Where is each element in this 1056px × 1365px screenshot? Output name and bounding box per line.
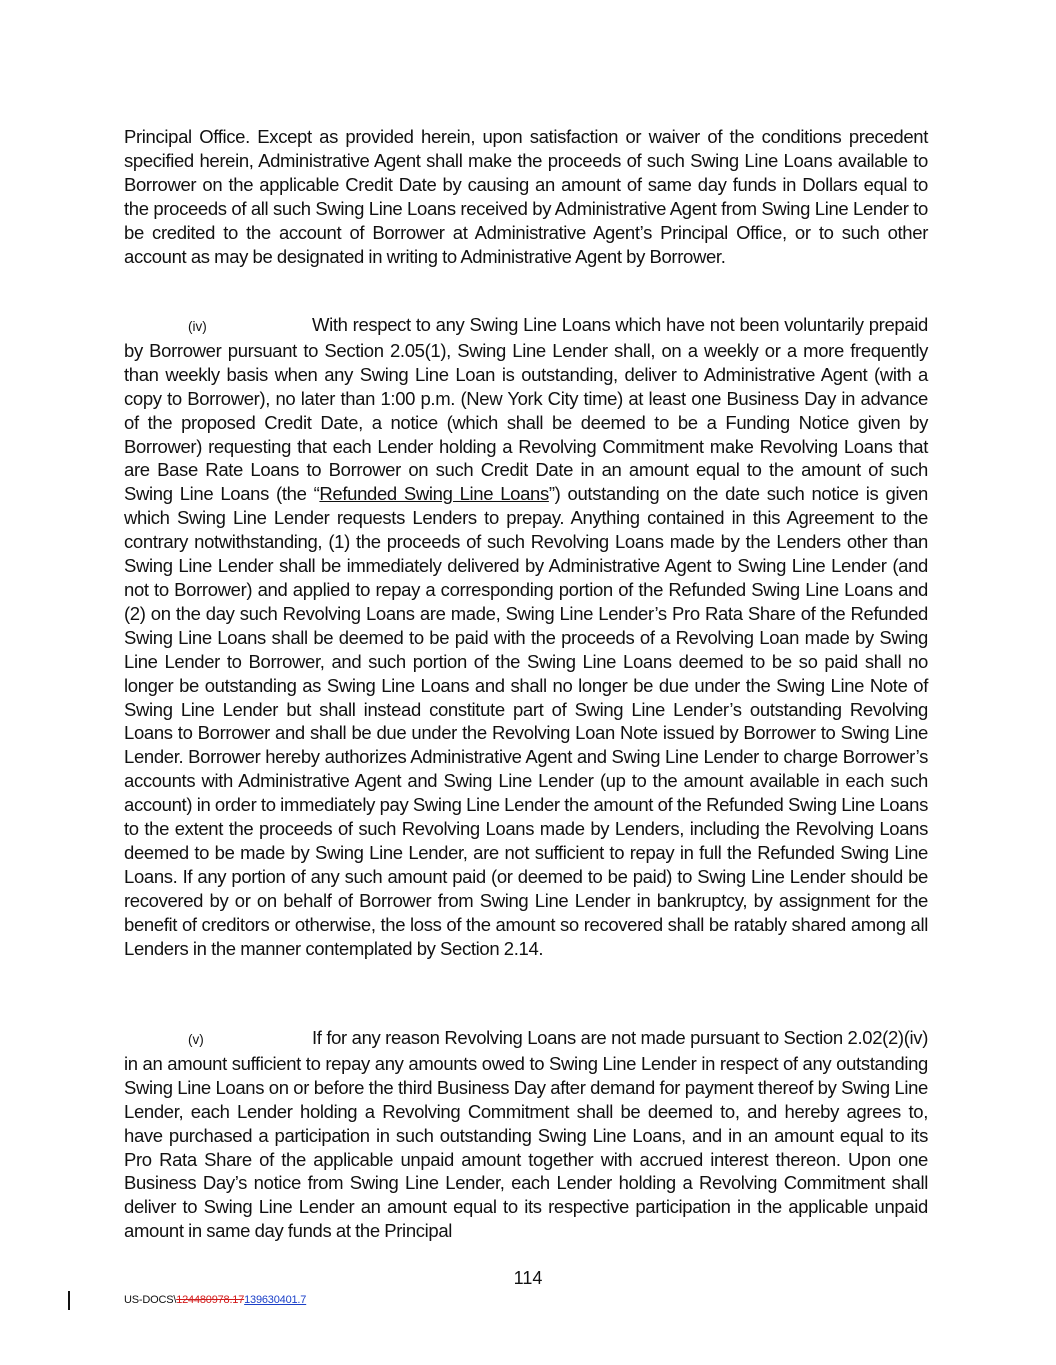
enumeration-v: (v) [188,1032,204,1047]
revision-change-bar [68,1291,70,1310]
paragraph-iv [124,313,928,960]
document-id-inserted: 139630401.7 [244,1294,307,1306]
paragraph-iv-text-after: ”) outstanding on the date such notice is given which Swing Line Lender requests Lenders to prepay. Anything contained in this Agreement to the contrary notwithstanding, (1) the proceeds of such Revolving Loans made by the Lenders other than Swing Line Lender shall be immediately delivered by Administrative Agent to Swing Line Lender (and not to Borrower) and applied to repay a corresponding portion of the Refunded Swing Line Loans and (2) on the day such Revolving Loans are made, Swing Line Lender’s Pro Rata Share of the Refunded Swing Line Loans shall be deemed to be paid with the proceeds of a Revolving Loan made by Swing Line Lender to Borrower, and such portion of the Swing Line Loans deemed to be so paid shall no longer be outstanding as Swing Line Loans and shall no longer be due under the Swing Line Note of Swing Line Lender but shall instead constitute part of Swing Line Lender’s outstanding Revolving Loans to Borrower and shall be due under the Revolving Loan Note issued by Borrower to Swing Line Lender. Borrower hereby authorizes Administrative Agent and Swing Line Lender to charge Borrower’s accounts with Administrative Agent and Swing Line Lender (up to the amount available in each such account) in order to immediately pay Swing Line Lender the amount of the Refunded Swing Line Loans to the extent the proceeds of such Revolving Loans made by Lenders, including the Revolving Loans deemed to be made by Swing Line Lender, are not sufficient to repay in full the Refunded Swing Line Loans. If any portion of any such amount paid (or deemed to be paid) to Swing Line Lender should be recovered by or on behalf of Borrower from Swing Line Lender in bankruptcy, by assignment for the benefit of creditors or otherwise, the loss of the amount so recovered shall be ratably shared among all Lenders in the manner contemplated by Section 2.14. [124,483,928,959]
paragraph-principal-office: Principal Office. Except as provided herein, upon satisfaction or waiver of the conditions precedent specified herein, Administrative Agent shall make the proceeds of such Swing Line Loans available to Borrower on the applicable Credit Date by causing an amount of same day funds in Dollars equal to the proceeds of all such Swing Line Loans received by Administrative Agent from Swing Line Lender to be credited to the account of Borrower at Administrative Agent’s Principal Office, or to such other account as may be designated in writing to Administrative Agent by Borrower. [124,126,928,267]
document-id-deleted: 124480978.17 [176,1294,245,1306]
enumeration-iv: (iv) [188,319,207,334]
paragraph-iv-text-before: With respect to any Swing Line Loans which have not been voluntarily prepaid by Borrower pursuant to Section 2.05(1), Swing Line Lender shall, on a weekly or a more frequently than weekly basis when any Swing Line Loan is outstanding, deliver to Administrative Agent (with a copy to Borrower), no later than 1:00 p.m. (New York City time) at least one Business Day in advance of the proposed Credit Date, a notice (which shall be deemed to be a Funding Notice given by Borrower) requesting that each Lender holding a Revolving Commitment make Revolving Loans that are Base Rate Loans to Borrower on such Credit Date in an amount equal to the amount of such Swing Line Loans (the “ [124,314,928,505]
page-number: 114 [513,1268,543,1288]
paragraph-v-text: If for any reason Revolving Loans are not made pursuant to Section 2.02(2)(iv) in an amount sufficient to repay any amounts owed to Swing Line Lender in respect of any outstanding Swing Line Loans on or before the third Business Day after demand for payment thereof by Swing Line Lender, each Lender holding a Revolving Commitment shall be deemed to, and hereby agrees to, have purchased a participation in such outstanding Swing Line Loans, and in an amount equal to its Pro Rata Share of the applicable unpaid amount together with accrued interest thereon. Upon one Business Day’s notice from Swing Line Lender, each Lender holding a Revolving Commitment shall deliver to Swing Line Lender an amount equal to its respective participation in the applicable unpaid amount in same day funds at the Principal [124,1027,928,1242]
defined-term-refunded-swing-line-loans: Refunded Swing Line Loans [319,483,549,505]
document-id [124,1294,306,1306]
document-id-prefix: US-DOCS\ [124,1294,177,1306]
paragraph-v [124,1026,928,1243]
